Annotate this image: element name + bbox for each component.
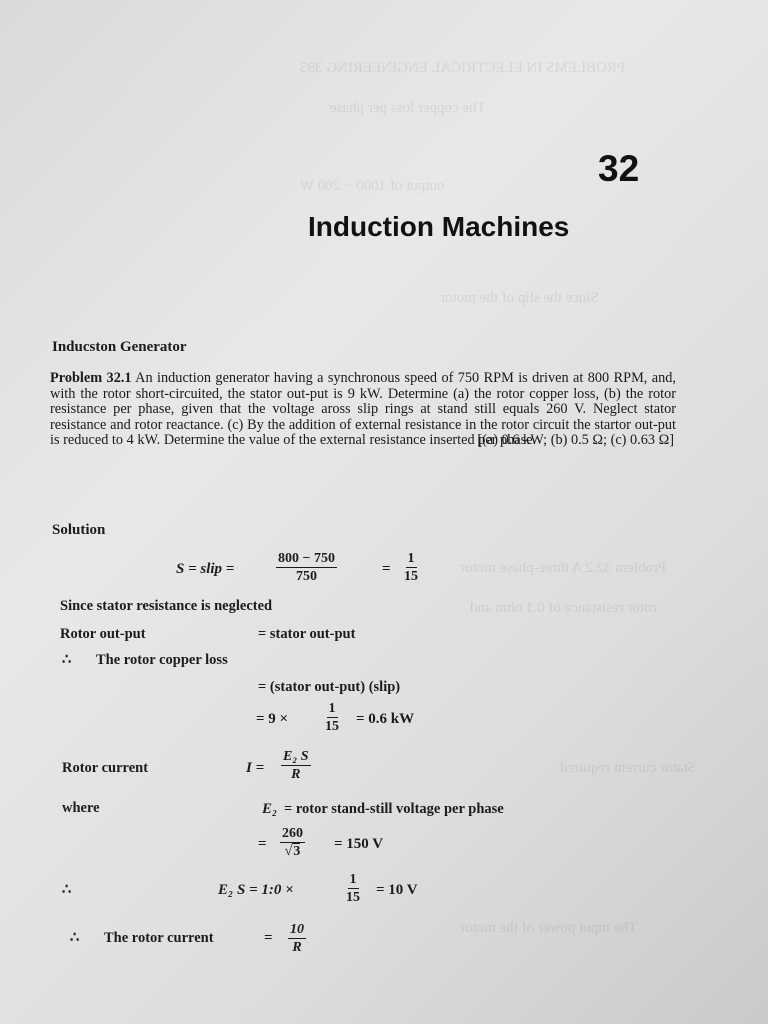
bleed-through-text: PROBLEMS IN ELECTRICAL ENGINEERING 395 bbox=[300, 60, 626, 76]
fraction-denominator: R bbox=[292, 940, 302, 955]
rotor-current-label: Rotor current bbox=[62, 760, 149, 776]
fraction-numerator: E₂ S bbox=[283, 749, 309, 764]
fraction-numerator: 800 − 750 bbox=[278, 551, 335, 566]
fraction-denominator: 750 bbox=[295, 569, 317, 584]
therefore-symbol: ∴ bbox=[62, 882, 72, 898]
fraction-numerator: 1 bbox=[328, 701, 336, 716]
problem-text: An induction generator having a synchronous speed of 750 RPM is driven at 800 RPM, and, with the rotor short-circuited, the stator out-put is 9 kW. Determine (a) the rotor copper loss, (b) the rotor resistance per phase, given that the voltage aross slip rings at stand still equals 260 V. Neglect stator resistance and rotor reactance. (c) By the addition of external resistance in the rotor circuit the startor out-put is reduced to 4 kW. Determine the value of the external resistance inserted per phase. bbox=[50, 370, 676, 449]
therefore-symbol: ∴ bbox=[70, 930, 80, 946]
therefore-symbol: ∴ bbox=[62, 652, 72, 668]
slip-result-fraction bbox=[404, 551, 418, 584]
chapter-title: Induction Machines bbox=[308, 211, 570, 242]
rotor-current-lhs: I = bbox=[246, 760, 265, 776]
section-heading: Inducston Generator bbox=[52, 339, 187, 355]
copper-loss-equation: = (stator out-put) (slip) bbox=[258, 679, 401, 695]
bleed-through-text: Since the slip of the motor bbox=[440, 290, 599, 306]
equals-sign: = bbox=[264, 930, 273, 946]
e2-symbol: E₂ bbox=[262, 801, 278, 817]
bleed-through-text: Stator current required bbox=[560, 760, 696, 776]
problem-answer: [(a) 0.6 kW; (b) 0.5 Ω; (c) 0.63 Ω] bbox=[477, 432, 674, 449]
problem-label: Problem 32.1 bbox=[50, 370, 132, 386]
where-label: where bbox=[62, 800, 100, 816]
fraction-numerator: 1 bbox=[407, 551, 415, 566]
rotor-current-fraction bbox=[281, 749, 311, 782]
fraction-denominator: 15 bbox=[325, 719, 339, 734]
fraction-numerator: 10 bbox=[290, 922, 304, 937]
fraction-numerator: 260 bbox=[282, 826, 303, 841]
bleed-through-text: Problem 32.2 A three-phase motor bbox=[460, 560, 667, 576]
equals-sign: = bbox=[258, 836, 267, 852]
e2s-result: = 10 V bbox=[376, 882, 418, 898]
since-statement: Since stator resistance is neglected bbox=[60, 598, 273, 614]
sqrt-radicand: 3 bbox=[293, 844, 301, 859]
fraction-denominator: √3 bbox=[284, 844, 301, 859]
voltage-result: = 150 V bbox=[334, 836, 384, 852]
bleed-through-text: The input power of the motor bbox=[460, 920, 638, 936]
chapter-number: 32 bbox=[598, 148, 640, 189]
voltage-fraction bbox=[280, 826, 305, 859]
slip-equation-lhs: S = slip = bbox=[176, 561, 235, 577]
fraction-denominator: R bbox=[291, 767, 301, 782]
final-rotor-current-label: The rotor current bbox=[104, 930, 214, 946]
fraction-denominator: 15 bbox=[346, 890, 360, 905]
bleed-through-text: The copper loss per phase bbox=[330, 100, 486, 116]
fraction-denominator: 15 bbox=[404, 569, 418, 584]
copper-loss-fraction bbox=[325, 701, 339, 734]
fraction-numerator: 1 bbox=[349, 872, 357, 887]
slip-fraction bbox=[276, 551, 337, 584]
rotor-output-label: Rotor out-put bbox=[60, 626, 146, 642]
copper-loss-calc: = 9 × bbox=[256, 711, 289, 727]
copper-loss-result: = 0.6 kW bbox=[356, 711, 415, 727]
e2-definition: = rotor stand-still voltage per phase bbox=[284, 801, 504, 817]
final-fraction bbox=[288, 922, 306, 955]
bleed-through-text: output of 1000 − 200 W bbox=[300, 178, 445, 194]
e2s-equation: E₂ S = 1:0 × bbox=[218, 882, 294, 898]
copper-loss-label: The rotor copper loss bbox=[96, 652, 228, 668]
equals-sign: = bbox=[382, 561, 391, 577]
e2s-fraction bbox=[346, 872, 360, 905]
problem-statement bbox=[50, 371, 676, 449]
bleed-through-text: rotor resistance of 0.1 ohm and bbox=[470, 600, 657, 616]
solution-heading: Solution bbox=[52, 522, 106, 538]
rotor-output-equation: = stator out-put bbox=[258, 626, 356, 642]
